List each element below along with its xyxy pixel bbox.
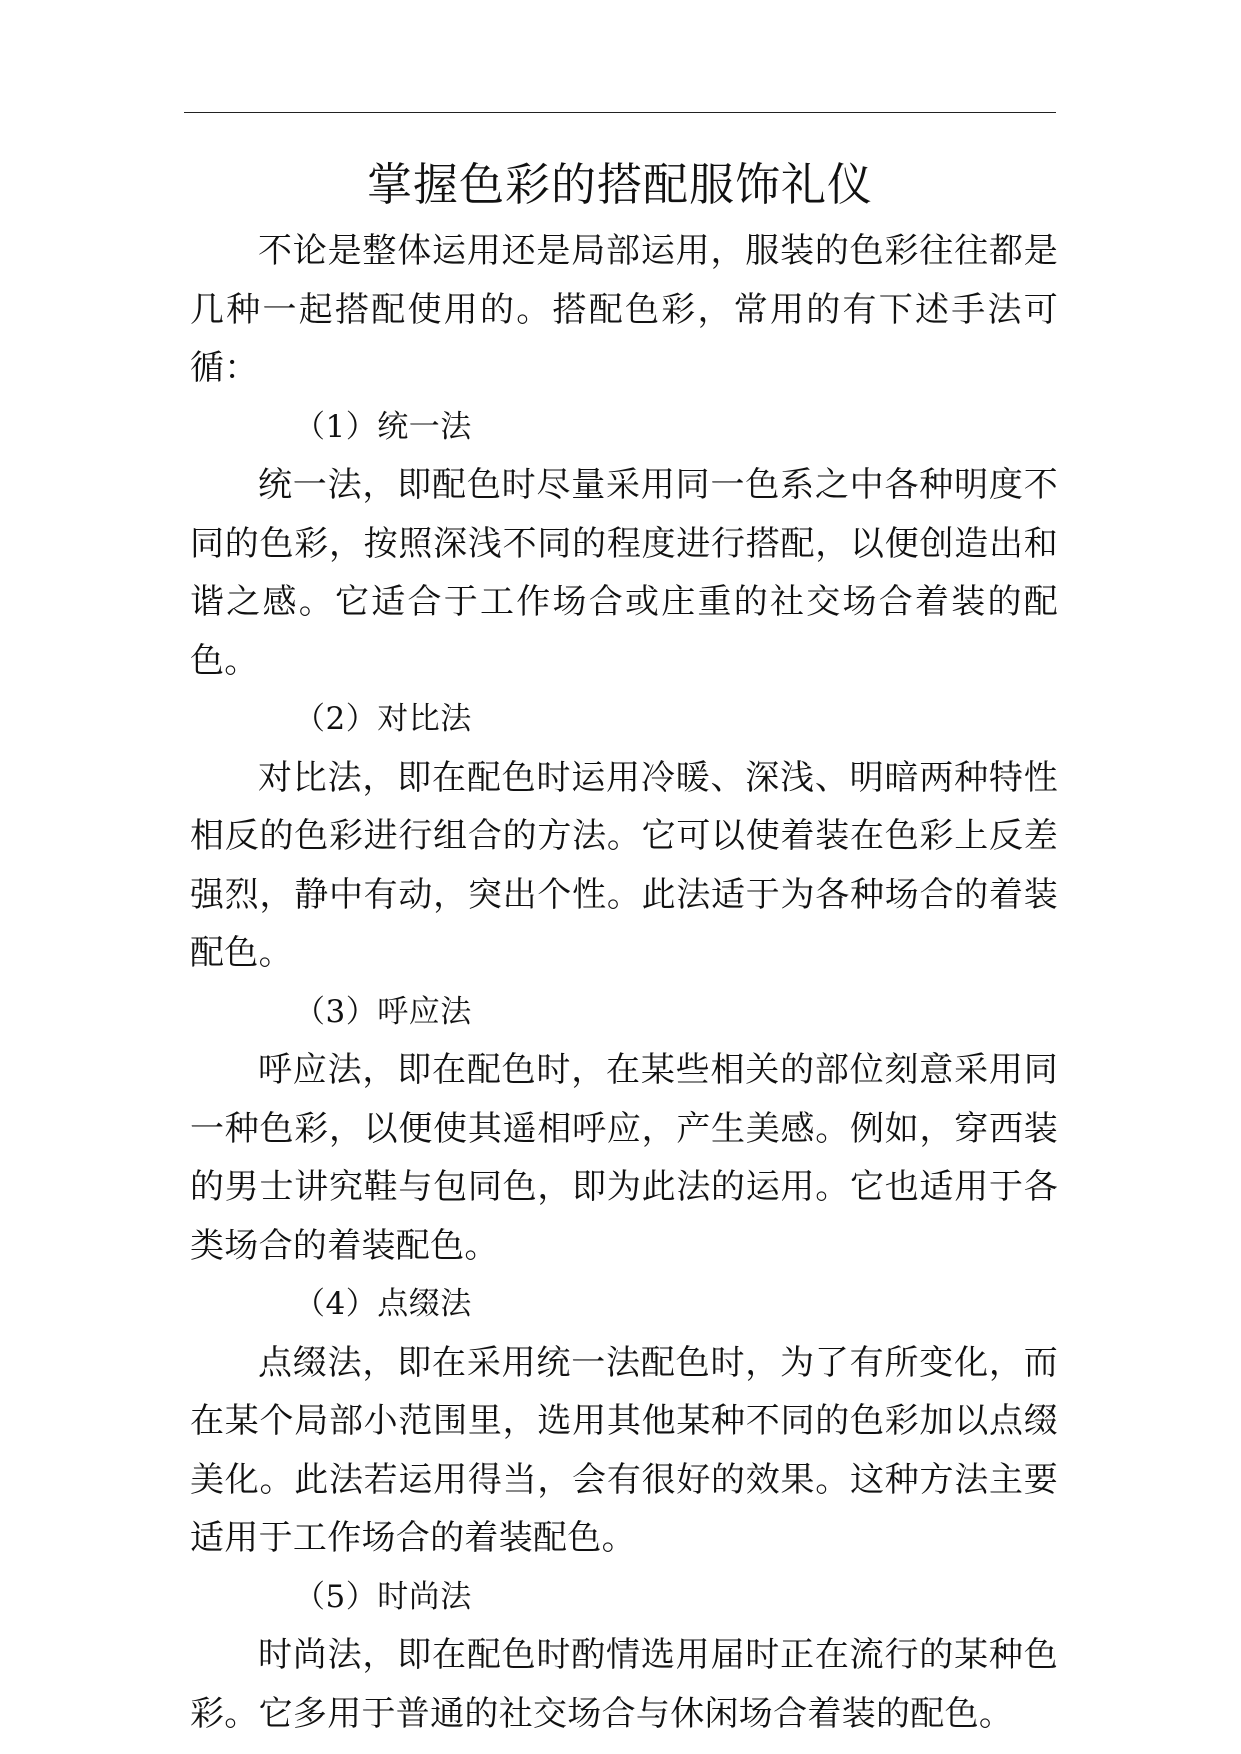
section-body-unity: 统一法，即配色时尽量采用同一色系之中各种明度不同的色彩，按照深浅不同的程度进行搭配，以便创造出和谐之感。它适合于工作场合或庄重的社交场合着装的配色。 — [190, 465, 1058, 681]
page-title: 掌握色彩的搭配服饰礼仪 — [366, 158, 873, 211]
section-heading-unity: （1）统一法 — [294, 408, 472, 445]
document-body — [190, 222, 1058, 1743]
section-body-contrast: 对比法，即在配色时运用冷暖、深浅、明暗两种特性相反的色彩进行组合的方法。它可以使着装在色彩上反差强烈，静中有动，突出个性。此法适于为各种场合的着装配色。 — [190, 757, 1058, 973]
section-heading-accent: （4）点缀法 — [294, 1286, 472, 1322]
section-heading-echo: （3）呼应法 — [294, 993, 472, 1030]
section-body-accent: 点缀法，即在采用统一法配色时，为了有所变化，而在某个局部小范围里，选用其他某种不同的色彩加以点缀美化。此法若运用得当，会有很好的效果。这种方法主要适用于工作场合的着装配色。 — [190, 1342, 1058, 1558]
section-body-fashion: 时尚法，即在配色时酌情选用届时正在流行的某种色彩。它多用于普通的社交场合与休闲场合着装的配色。 — [190, 1635, 1058, 1734]
section-heading-contrast: （2）对比法 — [294, 701, 472, 737]
intro-paragraph: 不论是整体运用还是局部运用，服装的色彩往往都是几种一起搭配使用的。搭配色彩，常用的有下述手法可循： — [190, 231, 1058, 388]
section-body-echo: 呼应法，即在配色时，在某些相关的部位刻意采用同一种色彩，以便使其遥相呼应，产生美感。例如，穿西装的男士讲究鞋与包同色，即为此法的运用。它也适用于各类场合的着装配色。 — [190, 1050, 1058, 1266]
header-rule — [184, 112, 1056, 113]
section-heading-fashion: （5）时尚法 — [294, 1578, 472, 1615]
